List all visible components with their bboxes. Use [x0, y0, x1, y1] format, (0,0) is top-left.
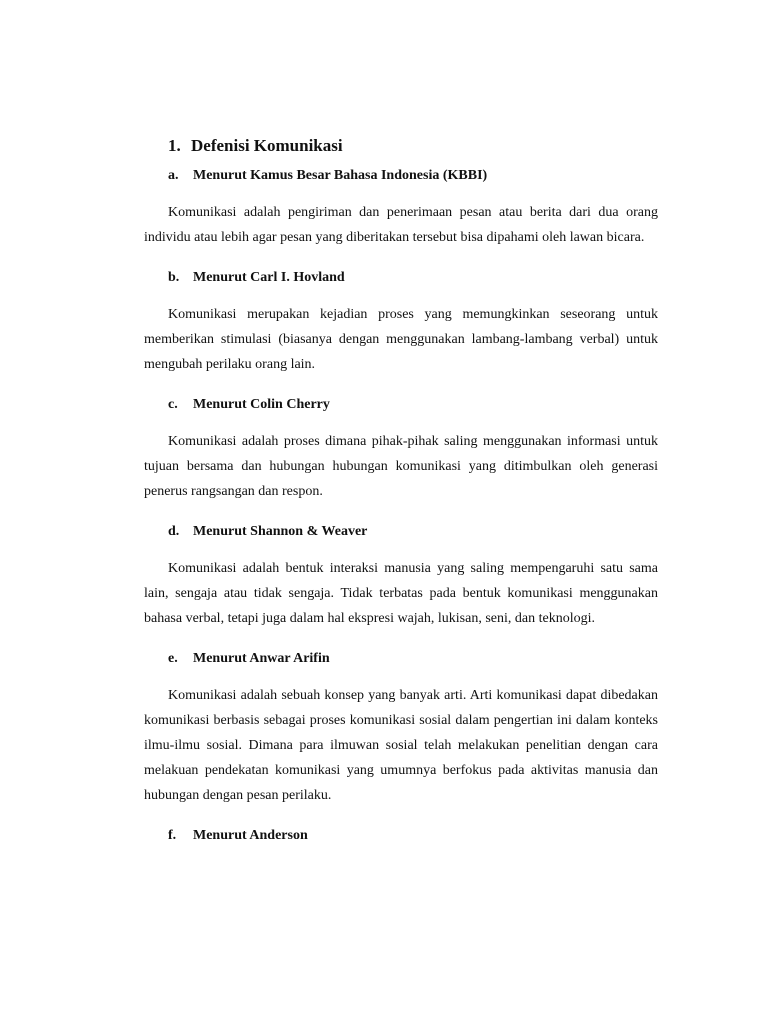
subsection-e [144, 649, 658, 808]
subsection-heading-text: Menurut Shannon & Weaver [193, 524, 368, 539]
subsection-letter: e. [168, 651, 178, 666]
subsection-letter: d. [168, 524, 180, 539]
subsection-letter: a. [168, 168, 179, 183]
subsection-paragraph: Komunikasi adalah pengiriman dan penerimaan pesan atau berita dari dua orang individu atau lebih agar pesan yang diberitakan tersebut bisa dipahami oleh lawan bicara. [144, 205, 658, 245]
subsection-heading-text: Menurut Colin Cherry [193, 397, 330, 412]
subsection-heading [168, 268, 658, 288]
subsection-b [144, 268, 658, 377]
subsection-letter: b. [168, 270, 180, 285]
subsection-paragraph: Komunikasi adalah sebuah konsep yang banyak arti. Arti komunikasi dapat dibedakan komunikasi berbasis sebagai proses komunikasi sosial dalam pengertian ini dalam konteks ilmu-ilmu sosial. Dimana para ilmuwan sosial telah melakukan penelitian dengan cara melakuan pendekatan komunikasi yang umumnya berfokus pada aktivitas manusia dan hubungan dengan pesan perilaku. [144, 688, 658, 803]
subsection-heading-text: Menurut Carl I. Hovland [193, 270, 345, 285]
subsection-d [144, 522, 658, 631]
subsection-paragraph: Komunikasi merupakan kejadian proses yang memungkinkan seseorang untuk memberikan stimulasi (biasanya dengan menggunakan lambang-lambang verbal) untuk mengubah perilaku orang lain. [144, 307, 658, 372]
section-number: 1. [168, 136, 181, 155]
subsection-heading-text: Menurut Anwar Arifin [193, 651, 330, 666]
section-title [168, 134, 658, 158]
subsection-heading [168, 649, 658, 669]
subsection-letter: c. [168, 397, 178, 412]
document-content [144, 134, 658, 860]
subsection-paragraph: Komunikasi adalah proses dimana pihak-pihak saling menggunakan informasi untuk tujuan bersama dan hubungan hubungan komunikasi yang ditimbulkan oleh generasi penerus rangsangan dan respon. [144, 434, 658, 499]
subsection-paragraph: Komunikasi adalah bentuk interaksi manusia yang saling mempengaruhi satu sama lain, sengaja atau tidak sengaja. Tidak terbatas pada bentuk komunikasi menggunakan bahasa verbal, tetapi juga dalam hal ekspresi wajah, lukisan, seni, dan teknologi. [144, 561, 658, 626]
subsection-heading [168, 522, 658, 542]
subsection-f [144, 826, 658, 846]
section-title-text: Defenisi Komunikasi [191, 136, 343, 155]
subsection-heading-text: Menurut Anderson [193, 828, 308, 843]
subsection-a [144, 166, 658, 250]
subsection-letter: f. [168, 828, 177, 843]
subsection-heading-text: Menurut Kamus Besar Bahasa Indonesia (KBBI) [193, 168, 488, 183]
subsection-heading [168, 395, 658, 415]
subsection-c [144, 395, 658, 504]
subsection-heading [168, 166, 658, 186]
subsection-heading [168, 826, 658, 846]
